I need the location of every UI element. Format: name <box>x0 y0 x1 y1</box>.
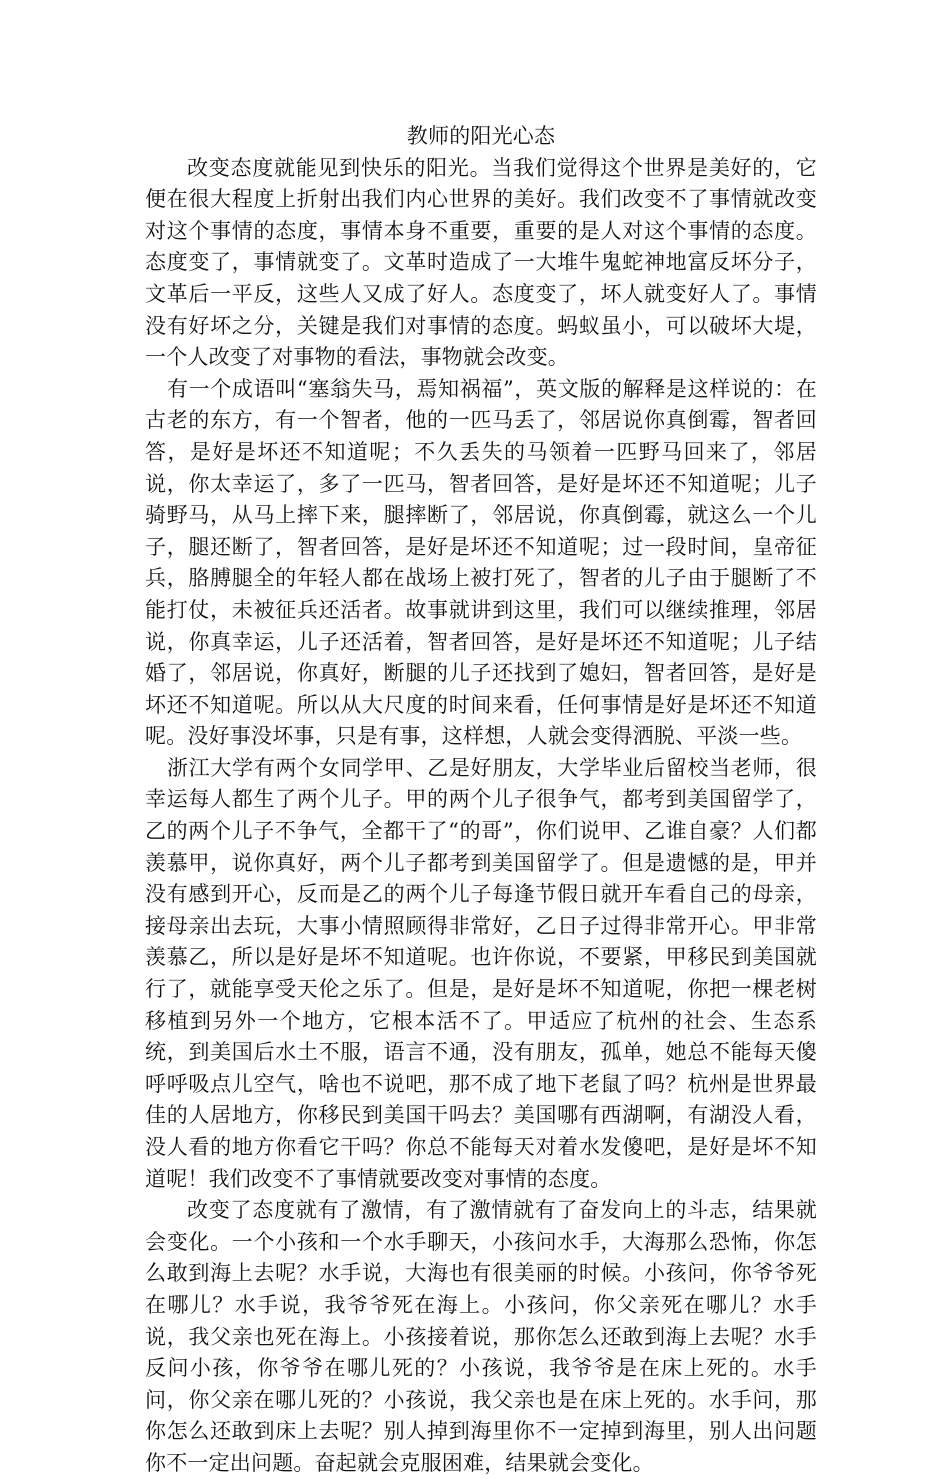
document-body <box>145 121 817 1480</box>
paragraph-1: 改变态度就能见到快乐的阳光。当我们觉得这个世界是美好的，它便在很大程度上折射出我们内心世界的美好。我们改变不了事情就改变对这个事情的态度，事情本身不重要，重要的是人对这个事情的态度。态度变了，事情就变了。文革时造成了一大堆牛鬼蛇神地富反坏分子，文革后一平反，这些人又成了好人。态度变了，坏人就变好人了。事情没有好坏之分，关键是我们对事情的态度。蚂蚁虽小，可以破坏大堤，一个人改变了对事物的看法，事物就会改变。 <box>145 155 817 370</box>
paragraph-2: 有一个成语叫“塞翁失马，焉知祸福”，英文版的解释是这样说的：在古老的东方，有一个智者，他的一匹马丢了，邻居说你真倒霉，智者回答，是好是坏还不知道呢；不久丢失的马领着一匹野马回来了，邻居说，你太幸运了，多了一匹马，智者回答，是好是坏还不知道呢；儿子骑野马，从马上摔下来，腿摔断了，邻居说，你真倒霉，就这么一个儿子，腿还断了，智者回答，是好是坏还不知道呢；过一段时间，皇帝征兵，胳膊腿全的年轻人都在战场上被打死了，智者的儿子由于腿断了不能打仗，未被征兵还活者。故事就讲到这里，我们可以继续推理，邻居说，你真幸运，儿子还活着，智者回答，是好是坏还不知道呢；儿子结婚了，邻居说，你真好，断腿的儿子还找到了媳妇，智者回答，是好是坏还不知道呢。所以从大尺度的时间来看，任何事情是好是坏还不知道呢。没好事没坏事，只是有事，这样想，人就会变得洒脱、平淡一些。 <box>145 376 817 749</box>
document-title: 教师的阳光心态 <box>406 124 556 148</box>
paragraph-3: 浙江大学有两个女同学甲、乙是好朋友，大学毕业后留校当老师，很幸运每人都生了两个儿子。甲的两个儿子很争气，都考到美国留学了，乙的两个儿子不争气，全都干了“的哥”，你们说甲、乙谁自豪？人们都羡慕甲，说你真好，两个儿子都考到美国留学了。但是遗憾的是，甲并没有感到开心，反而是乙的两个儿子每逢节假日就开车看自己的母亲，接母亲出去玩，大事小情照顾得非常好，乙日子过得非常开心。甲非常羡慕乙，所以是好是坏不知道呢。也许你说，不要紧，甲移民到美国就行了，就能享受天伦之乐了。但是，是好是坏不知道呢，你把一棵老树移植到另外一个地方，它根本活不了。甲适应了杭州的社会、生态系统，到美国后水土不服，语言不通，没有朋友，孤单，她总不能每天傻呼呼吸点儿空气，啥也不说吧，那不成了地下老鼠了吗？杭州是世界最佳的人居地方，你移民到美国干吗去？美国哪有西湖啊，有湖没人看，没人看的地方你看它干吗？你总不能每天对着水发傻吧，是好是坏不知道呢！我们改变不了事情就要改变对事情的态度。 <box>145 755 817 1191</box>
paragraph-4: 改变了态度就有了激情，有了激情就有了奋发向上的斗志，结果就会变化。一个小孩和一个水手聊天，小孩问水手，大海那么恐怖，你怎么敢到海上去呢？水手说，大海也有很美丽的时候。小孩问，你爷爷死在哪儿？水手说，我爷爷死在海上。小孩问，你父亲死在哪儿？水手说，我父亲也死在海上。小孩接着说，那你怎么还敢到海上去呢？水手反问小孩，你爷爷在哪儿死的？小孩说，我爷爷是在床上死的。水手问，你父亲在哪儿死的？小孩说，我父亲也是在床上死的。水手问，那你怎么还敢到床上去呢？别人掉到海里你不一定掉到海里，别人出问题你不一定出问题。奋起就会克服困难，结果就会变化。 <box>145 1198 817 1475</box>
